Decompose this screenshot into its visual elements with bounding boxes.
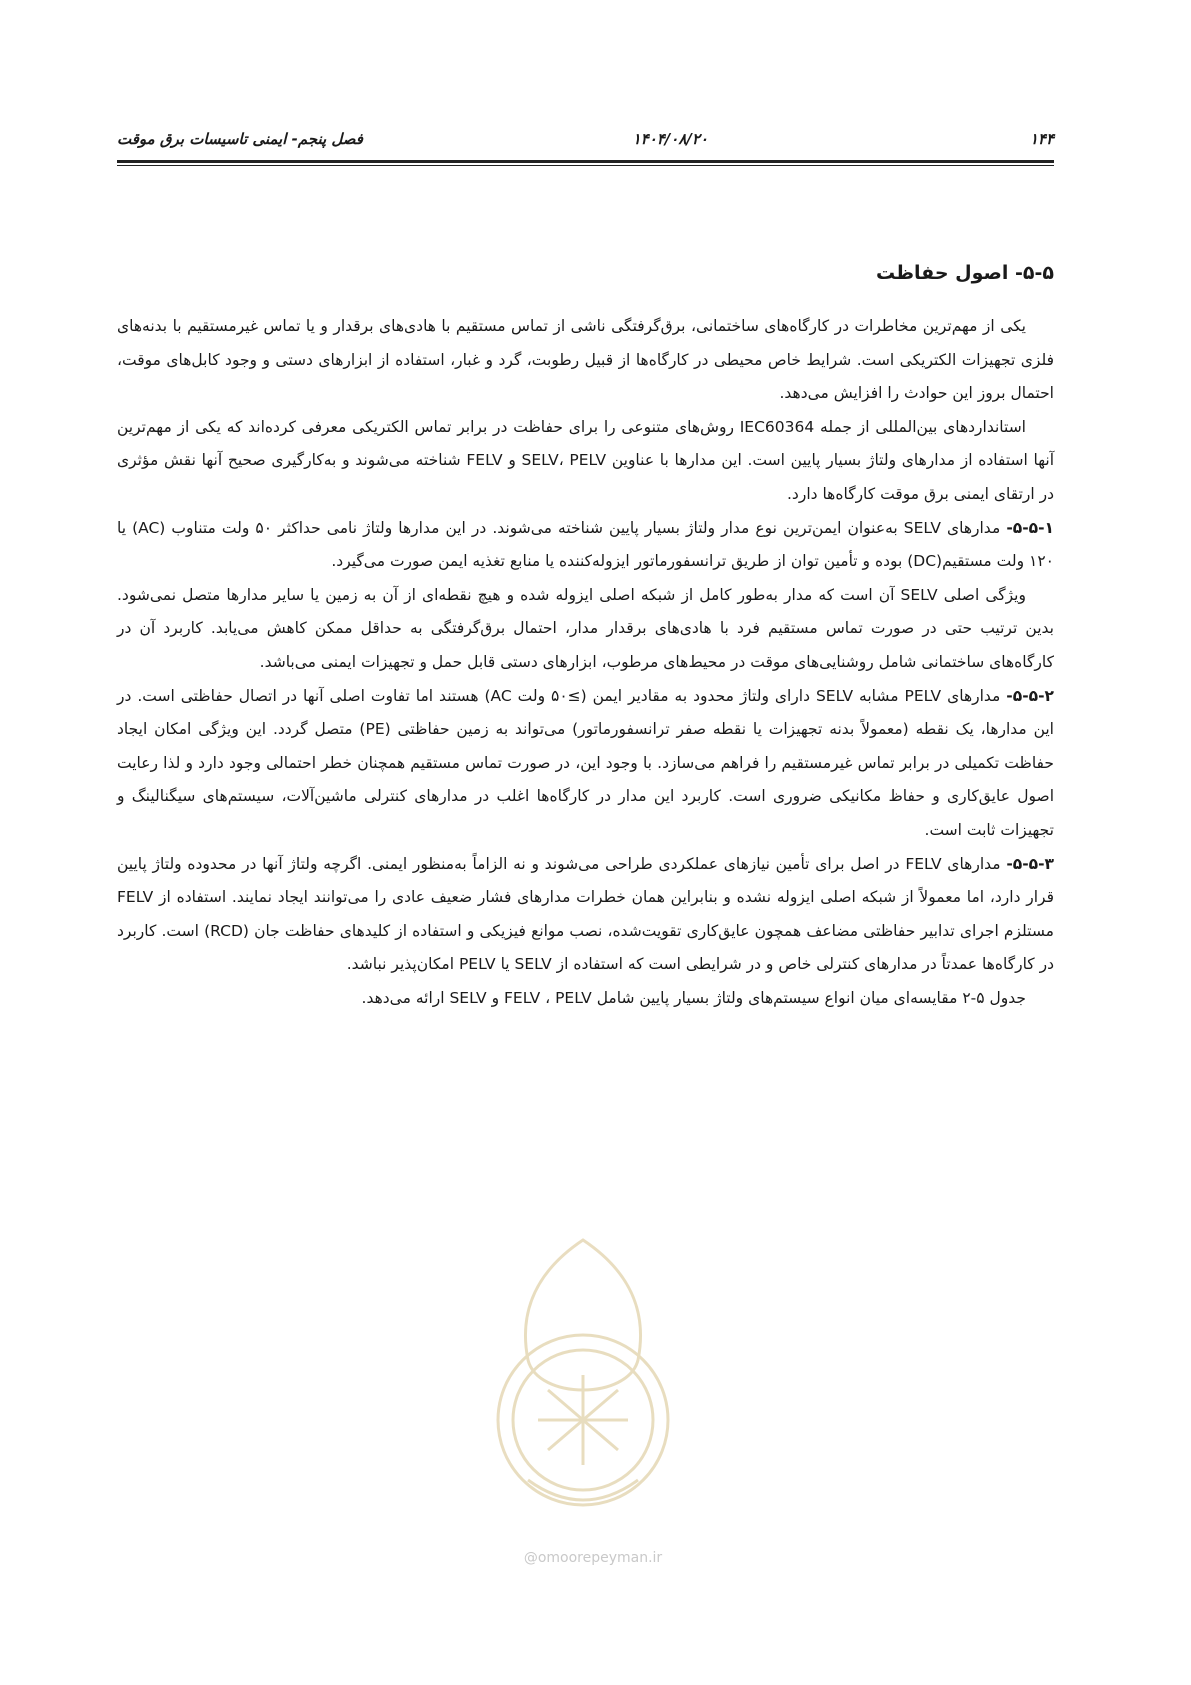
header-rule-thick bbox=[117, 160, 1054, 163]
header-rule-thin bbox=[117, 165, 1054, 166]
paragraph-standards: استانداردهای بین‌المللی از جمله IEC60364 روش‌های متنوعی را برای حفاظت در برابر تماس الکتریکی معرفی کرده‌اند که یکی از مهم‌ترین آنها استفاده از مدارهای ولتاژ بسیار پایین است. این مدارها با عناوین SELV، PELV و FELV شناخته می‌شوند و به‌کارگیری صحیح آنها نقش مؤثری در ارتقای ایمنی برق موقت کارگاه‌ها دارد. bbox=[117, 417, 1055, 503]
subsection-pelv-text: مدارهای PELV مشابه SELV دارای ولتاژ محدود به مقادیر ایمن (≥۵۰ ولت AC) هستند اما تفاوت اصلی آنها در اتصال حفاظتی است. در این مدارها، یک نقطه (معمولاً بدنه تجهیزات یا نقطه صفر ترانسفورماتور) می‌تواند به زمین حفاظتی (PE) متصل گردد. این ویژگی امکان ایجاد حفاظت تکمیلی در برابر تماس غیرمستقیم را فراهم می‌سازد. با وجود این، در صورت تماس مستقیم همچنان خطر احتمالی وجود دارد و لذا رعایت اصول عایق‌کاری و حفاظ مکانیکی ضروری است. کاربرد این مدار در کارگاه‌ها اغلب در مدارهای کنترلی ماشین‌آلات، سیستم‌های سیگنالینگ و تجهیزات ثابت است. bbox=[117, 686, 1054, 839]
subsection-felv bbox=[117, 848, 1054, 982]
watermark-seal-icon bbox=[478, 1230, 688, 1530]
paragraph-table-reference: جدول ۵-۲ مقایسه‌ای میان انواع سیستم‌های ولتاژ بسیار پایین شامل FELV ، PELV و SELV ارائه می‌دهد. bbox=[361, 988, 1026, 1007]
subsection-felv-text: مدارهای FELV در اصل برای تأمین نیازهای عملکردی طراحی می‌شوند و نه الزاماً به‌منظور ایمنی. اگرچه ولتاژ آنها در محدوده ولتاژ پایین قرار دارد، اما معمولاً از شبکه اصلی ایزوله نشده و بنابراین همان خطرات مدارهای فشار ضعیف عادی را می‌توانند ایجاد نمایند. استفاده از FELV مستلزم اجرای تدابیر حفاظتی مضاعف همچون عایق‌کاری تقویت‌شده، نصب موانع فیزیکی و استفاده از کلیدهای حفاظت جان (RCD) است. کاربرد در کارگاه‌ها عمدتاً در مدارهای کنترلی خاص و در شرایطی است که استفاده از SELV یا PELV امکان‌پذیر نباشد. bbox=[117, 854, 1054, 974]
subsection-selv-text: مدارهای SELV به‌عنوان ایمن‌ترین نوع مدار ولتاژ بسیار پایین شناخته می‌شوند. در این مدارها ولتاژ نامی حداکثر ۵۰ ولت متناوب (AC) یا ۱۲۰ ولت مستقیم(DC) بوده و تأمین توان از طریق ترانسفورماتور ایزوله‌کننده یا منابع تغذیه ایمن صورت می‌گیرد. bbox=[117, 518, 1054, 571]
page-header bbox=[117, 126, 1054, 156]
subsection-selv bbox=[117, 512, 1054, 579]
paragraph-selv-feature: ویژگی اصلی SELV آن است که مدار به‌طور کامل از شبکه اصلی ایزوله شده و هیچ نقطه‌ای از آن به زمین یا سایر مدارها متصل نمی‌شود. بدین ترتیب حتی در صورت تماس مستقیم فرد با هادی‌های برقدار مدار، احتمال برق‌گرفتگی به حداقل ممکن کاهش می‌یابد. کاربرد آن در کارگاه‌های ساختمانی شامل روشنایی‌های موقت در محیط‌های مرطوب، ابزارهای دستی قابل حمل و تجهیزات ایمنی می‌باشد. bbox=[117, 585, 1054, 671]
subsection-selv-number: ۵-۵-۱- bbox=[1006, 518, 1054, 537]
paragraph-intro: یکی از مهم‌ترین مخاطرات در کارگاه‌های ساختمانی، برق‌گرفتگی ناشی از تماس مستقیم با هادی‌های برقدار و یا تماس غیرمستقیم با بدنه‌های فلزی تجهیزات الکتریکی است. شرایط خاص محیطی در کارگاه‌ها از قبیل رطوبت، گرد و غبار، استفاده از ابزارهای دستی و وجود کابل‌های موقت، احتمال بروز این حوادث را افزایش می‌دهد. bbox=[117, 317, 1054, 403]
document-body bbox=[117, 258, 1054, 1015]
section-heading: ۵-۵- اصول حفاظت bbox=[876, 262, 1054, 284]
page-number: ۱۴۴ bbox=[1029, 130, 1054, 148]
header-date: ۱۴۰۴/۰۸/۲۰ bbox=[632, 130, 708, 148]
watermark-url: @omoorepeyman.ir bbox=[523, 1550, 663, 1566]
subsection-felv-number: ۵-۵-۳- bbox=[1006, 854, 1054, 873]
chapter-title: فصل پنجم- ایمنی تاسیسات برق موقت bbox=[117, 130, 363, 148]
subsection-pelv-number: ۵-۵-۲- bbox=[1006, 686, 1054, 705]
subsection-pelv bbox=[117, 680, 1054, 848]
